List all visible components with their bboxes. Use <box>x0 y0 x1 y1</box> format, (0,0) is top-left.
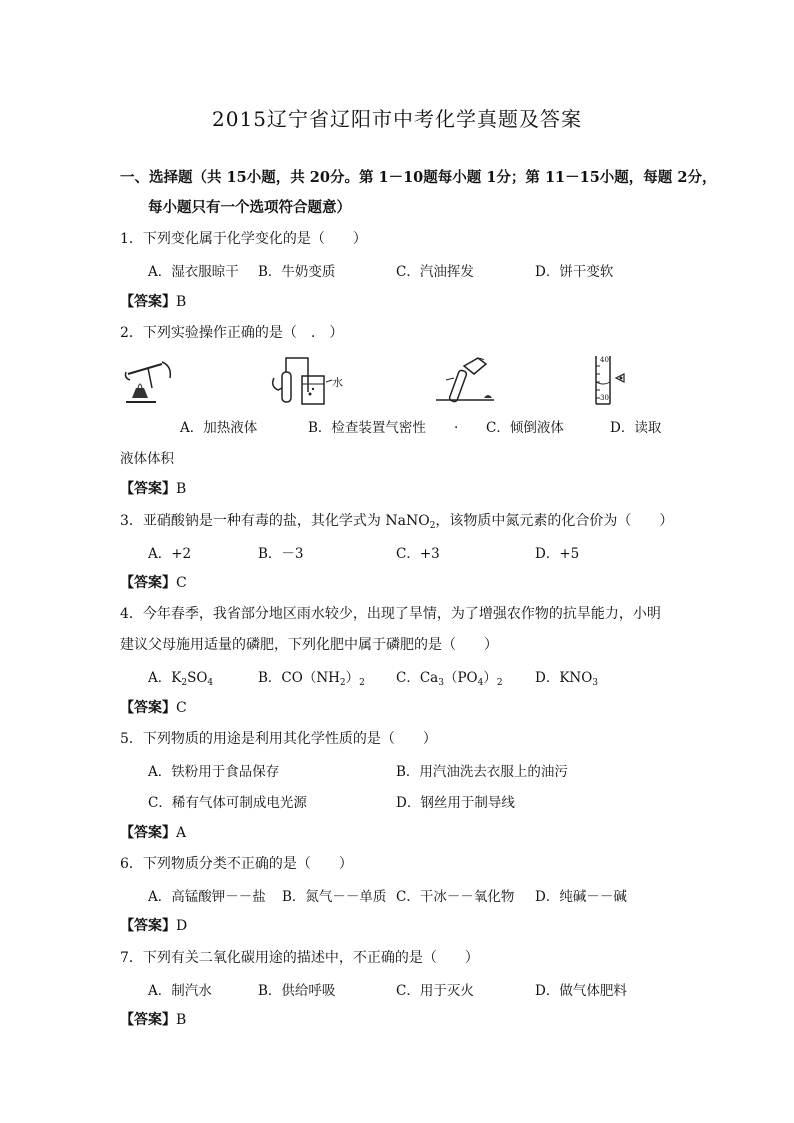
question-7-stem: 7．下列有关二氧化碳用途的描述中，不正确的是（ ） <box>120 950 479 966</box>
q1-option-a: A．湿衣服晾干 <box>148 264 239 280</box>
q4-option-c: C．$Ca_3(PO_4)_2$ <box>396 670 503 688</box>
answer-value: B <box>176 1012 187 1028</box>
answer-value: B <box>176 481 187 497</box>
answer-value: C <box>176 700 187 716</box>
q5-option-c: C．稀有气体可制成电光源 <box>148 795 307 811</box>
section-heading-line1: 一、选择题（共 15小题，共 20分。第 1－10题每小题 1分；第 11－15小题，每题 2分， <box>120 169 717 186</box>
scale-label-40: 40 <box>600 356 609 364</box>
answer-label: 【答案】 <box>120 700 176 716</box>
q6-option-d: D．纯碱－－碱 <box>535 889 627 905</box>
q1-answer <box>120 291 186 311</box>
q7-option-d: D．做气体肥料 <box>535 983 627 999</box>
scale-label-30: 30 <box>600 394 609 402</box>
q5-option-a: A．铁粉用于食品保存 <box>148 764 280 780</box>
q7-option-c: C．用于灭火 <box>396 983 474 999</box>
pouring-liquid-figure <box>432 356 498 406</box>
q5-answer <box>120 822 186 842</box>
q6-option-b: B．氮气－－单质 <box>282 889 387 905</box>
question-4-stem-line1: 4．今年春季，我省部分地区雨水较少，出现了旱情，为了增强农作物的抗旱能力，小明 <box>120 606 661 622</box>
water-label: 水 <box>332 376 343 389</box>
q2-answer <box>120 478 186 498</box>
question-2-stem: 2．下列实验操作正确的是（ . ） <box>120 325 344 341</box>
answer-value: A <box>176 825 187 841</box>
q6-option-a: A．高锰酸钾－－盐 <box>148 889 266 905</box>
answer-label: 【答案】 <box>120 575 176 591</box>
question-3-stem: 3．亚硝酸钠是一种有毒的盐，其化学式为 NaNO$_2$，该物质中氮元素的化合价为（ ） <box>120 513 674 531</box>
q2-option-b: B．检查装置气密性 <box>308 420 426 436</box>
q2-option-a: A．加热液体 <box>180 420 258 436</box>
q4-answer <box>120 697 187 717</box>
question-6-stem: 6．下列物质分类不正确的是（ ） <box>120 856 353 872</box>
q1-option-c: C．汽油挥发 <box>396 264 474 280</box>
q5-option-b: B．用汽油洗去衣服上的油污 <box>396 764 568 780</box>
answer-value: D <box>176 918 188 934</box>
q7-option-b: B．供给呼吸 <box>258 983 336 999</box>
q1-option-d: D．饼干变软 <box>535 264 614 280</box>
answer-label: 【答案】 <box>120 294 176 310</box>
question-1-stem: 1．下列变化属于化学变化的是（ ） <box>120 231 367 247</box>
q7-answer <box>120 1009 186 1029</box>
page-title: 2015辽宁省辽阳市中考化学真题及答案 <box>212 107 582 131</box>
answer-label: 【答案】 <box>120 481 176 497</box>
question-4-stem-line2: 建议父母施用适量的磷肥，下列化肥中属于磷肥的是（ ） <box>120 637 498 653</box>
answer-value: C <box>176 575 187 591</box>
answer-label: 【答案】 <box>120 825 176 841</box>
heating-liquid-figure <box>122 358 180 408</box>
q2-option-d-continued: 液体体积 <box>120 451 174 467</box>
answer-value: B <box>176 294 187 310</box>
q3-option-c: C．+3 <box>396 546 440 562</box>
q2-option-d: D．读取 <box>610 420 662 436</box>
q3-option-b: B．－3 <box>258 546 304 562</box>
q4-option-a: A．$K_2SO_4$ <box>148 670 214 688</box>
q6-answer <box>120 915 187 935</box>
q4-option-b: B．$CO(NH_2)_2$ <box>258 670 365 688</box>
q2-stray-dot: . <box>454 416 459 432</box>
q3-option-a: A．+2 <box>148 546 192 562</box>
q3-option-d: D．+5 <box>535 546 580 562</box>
q4-option-d: D．$KNO_3$ <box>535 670 599 688</box>
q2-option-c: C．倾倒液体 <box>486 420 564 436</box>
question-5-stem: 5．下列物质的用途是利用其化学性质的是（ ） <box>120 731 437 747</box>
q7-option-a: A．制汽水 <box>148 983 212 999</box>
answer-label: 【答案】 <box>120 1012 176 1028</box>
q3-answer <box>120 572 187 592</box>
q1-option-b: B．牛奶变质 <box>258 264 336 280</box>
q6-option-c: C．干冰－－氧化物 <box>396 889 515 905</box>
q5-option-d: D．钢丝用于制导线 <box>396 795 515 811</box>
section-heading-line2: 每小题只有一个选项符合题意） <box>148 199 351 216</box>
answer-label: 【答案】 <box>120 918 176 934</box>
reading-volume-figure <box>586 352 636 408</box>
